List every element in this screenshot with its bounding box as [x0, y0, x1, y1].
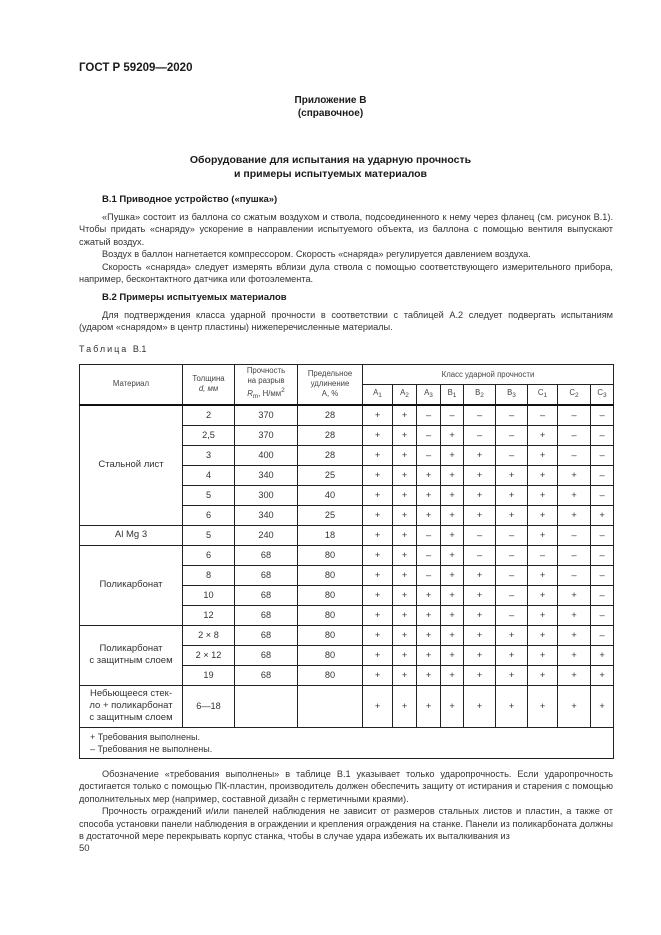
class-result-cell: – [591, 525, 614, 545]
thickness-cell: 4 [183, 465, 235, 485]
class-letter: A [400, 387, 406, 397]
class-result-cell: – [496, 605, 528, 625]
paragraph: «Пушка» состоит из баллона со сжатым воздухом и ствола, подсоединенного к нему через фланец (см. рисунок В.1). Чтобы придать «снаряду» ускорение в направлении испытуемого объекта, из баллона с помощью вентиля выпускают сжатый воздух. [79, 212, 613, 247]
material-cell [80, 625, 183, 685]
class-result-cell: – [591, 605, 614, 625]
class-result-cell: + [464, 505, 496, 525]
class-result-cell: – [591, 405, 614, 426]
class-index: 2 [575, 391, 579, 399]
material-cell [80, 685, 183, 727]
class-result-cell: + [363, 685, 393, 727]
class-result-cell: + [496, 685, 528, 727]
main-title-line1: Оборудование для испытания на ударную прочность [189, 154, 472, 166]
elongation-cell: 25 [298, 465, 363, 485]
elongation-cell: 80 [298, 625, 363, 645]
class-result-cell: + [417, 465, 441, 485]
class-result-cell: – [528, 405, 558, 426]
strength-cell: 340 [235, 465, 298, 485]
class-result-cell: + [528, 445, 558, 465]
section-b1-heading: В.1 Приводное устройство («пушка») [102, 194, 278, 205]
strength-cell: 370 [235, 405, 298, 426]
class-result-cell: + [441, 565, 464, 585]
class-result-cell: + [441, 585, 464, 605]
class-result-cell: + [528, 485, 558, 505]
class-result-cell: + [464, 665, 496, 685]
header-class-b3 [496, 385, 528, 405]
header-strength [235, 365, 298, 405]
class-result-cell: + [558, 485, 591, 505]
table-row [80, 685, 614, 727]
class-result-cell: + [496, 645, 528, 665]
class-result-cell: + [393, 525, 417, 545]
class-result-cell: – [496, 445, 528, 465]
class-result-cell: + [558, 605, 591, 625]
class-result-cell: + [393, 445, 417, 465]
class-index: 1 [543, 391, 548, 399]
class-result-cell: – [464, 405, 496, 426]
class-index: 3 [603, 391, 607, 399]
header-elongation [298, 365, 363, 405]
class-result-cell: + [417, 485, 441, 505]
elongation-cell: 80 [298, 545, 363, 565]
class-result-cell: – [591, 485, 614, 505]
class-index: 1 [452, 391, 457, 399]
elongation-cell: 28 [298, 425, 363, 445]
class-result-cell: – [591, 445, 614, 465]
strength-cell: 68 [235, 605, 298, 625]
header-class-c3 [591, 385, 614, 405]
header-elongation-line1: Предельное [307, 369, 353, 379]
class-result-cell: + [417, 605, 441, 625]
class-result-cell: + [393, 665, 417, 685]
strength-cell: 68 [235, 585, 298, 605]
class-result-cell: + [496, 485, 528, 505]
class-result-cell: – [496, 545, 528, 565]
class-result-cell: – [591, 425, 614, 445]
header-class-c1 [528, 385, 558, 405]
class-result-cell: + [441, 445, 464, 465]
table-caption [79, 344, 146, 354]
class-index: 2 [480, 391, 484, 399]
class-letter: C [569, 387, 575, 397]
class-result-cell: – [464, 425, 496, 445]
thickness-cell: 6—18 [183, 685, 235, 727]
class-letter: B [507, 387, 513, 397]
class-result-cell: + [363, 585, 393, 605]
class-result-cell: – [528, 545, 558, 565]
class-result-cell: – [558, 525, 591, 545]
class-letter: A [373, 387, 379, 397]
material-name: Al Mg 3 [114, 529, 148, 540]
table-legend [80, 727, 614, 758]
class-letter: B [475, 387, 481, 397]
class-result-cell: + [393, 425, 417, 445]
class-result-cell: + [417, 685, 441, 727]
class-result-cell: – [591, 565, 614, 585]
class-result-cell: + [528, 465, 558, 485]
document-id: ГОСТ Р 59209—2020 [79, 62, 193, 74]
class-result-cell: + [441, 645, 464, 665]
paragraph: Скорость «снаряда» следует измерять вблизи дула ствола с помощью соответствующего измерительного прибора, например, бесконтактного датчика или фотоэлемента. [79, 261, 613, 285]
header-strength-sub: m [252, 393, 259, 401]
class-result-cell: + [464, 645, 496, 665]
class-letter: A [424, 387, 430, 397]
class-result-cell: + [528, 665, 558, 685]
class-result-cell: + [441, 485, 464, 505]
class-result-cell: + [393, 485, 417, 505]
thickness-cell: 2 × 8 [183, 625, 235, 645]
strength-cell: 68 [235, 665, 298, 685]
class-letter: B [447, 387, 453, 397]
class-result-cell: + [496, 665, 528, 685]
class-result-cell: + [591, 685, 614, 727]
table-row [80, 625, 614, 645]
section-b2-body [79, 309, 613, 334]
elongation-cell: 80 [298, 665, 363, 685]
class-result-cell: + [363, 465, 393, 485]
class-result-cell: – [591, 545, 614, 565]
class-result-cell: – [417, 445, 441, 465]
class-result-cell: + [363, 565, 393, 585]
class-result-cell: + [393, 645, 417, 665]
strength-cell: 340 [235, 505, 298, 525]
material-name: Поликарбонат [99, 643, 163, 654]
class-result-cell: + [558, 625, 591, 645]
class-result-cell: + [393, 625, 417, 645]
section-b2-heading: В.2 Примеры испытуемых материалов [102, 292, 287, 303]
class-result-cell: – [417, 525, 441, 545]
class-result-cell: – [591, 465, 614, 485]
class-result-cell: + [417, 585, 441, 605]
material-name: ло + поликарбонат [89, 700, 173, 711]
elongation-cell: 40 [298, 485, 363, 505]
class-result-cell: – [496, 565, 528, 585]
class-result-cell: – [464, 545, 496, 565]
table-row [80, 525, 614, 545]
class-result-cell: + [496, 505, 528, 525]
class-result-cell: + [464, 485, 496, 505]
header-material: Материал [80, 365, 183, 405]
header-class-b1 [441, 385, 464, 405]
material-cell [80, 405, 183, 526]
class-result-cell: + [528, 565, 558, 585]
material-cell [80, 545, 183, 625]
class-result-cell: + [417, 505, 441, 525]
page-number: 50 [79, 843, 90, 854]
class-result-cell: – [591, 625, 614, 645]
class-result-cell: + [393, 565, 417, 585]
strength-cell: 68 [235, 545, 298, 565]
class-result-cell: + [441, 425, 464, 445]
class-result-cell: + [591, 665, 614, 685]
class-result-cell: + [393, 605, 417, 625]
class-result-cell: + [363, 405, 393, 426]
elongation-cell: 80 [298, 585, 363, 605]
class-result-cell: – [496, 585, 528, 605]
class-result-cell: + [558, 665, 591, 685]
header-class-a1 [363, 385, 393, 405]
thickness-cell: 5 [183, 525, 235, 545]
paragraph: Для подтверждения класса ударной прочности в соответствии с таблицей А.2 следует подвергать испытаниям (ударом «снарядом» в центр пластины) нижеперечисленные материалы. [79, 310, 613, 333]
class-result-cell: + [363, 645, 393, 665]
thickness-cell: 19 [183, 665, 235, 685]
elongation-cell: 25 [298, 505, 363, 525]
class-result-cell: + [464, 605, 496, 625]
class-result-cell: – [496, 525, 528, 545]
class-result-cell: + [441, 625, 464, 645]
table-row [80, 545, 614, 565]
impact-class-table [79, 364, 614, 759]
class-letter: C [597, 387, 603, 397]
material-name: с защитным слоем [89, 712, 173, 723]
class-result-cell: + [441, 525, 464, 545]
class-index: 2 [405, 391, 409, 399]
class-result-cell: + [417, 665, 441, 685]
legend-minus: – Требования не выполнены. [90, 743, 213, 754]
header-class-a2 [393, 385, 417, 405]
header-class-b2 [464, 385, 496, 405]
class-letter: C [537, 387, 544, 397]
class-result-cell: + [558, 585, 591, 605]
header-thickness-line2: d, мм [198, 384, 219, 394]
class-result-cell: + [363, 485, 393, 505]
class-result-cell: + [558, 505, 591, 525]
class-result-cell: + [464, 445, 496, 465]
paragraph: Воздух в баллон нагнетается компрессором. Скорость «снаряда» регулируется давлением воздуха. [102, 249, 531, 260]
after-table-body [79, 768, 613, 842]
strength-cell: 400 [235, 445, 298, 465]
paragraph: Прочность ограждений и/или панелей наблюдения не зависит от размеров стальных листов и пластин, а также от способа установки панели наблюдения в ограждении и крепления ограждения на станке. Панели из поликарбоната должны в достаточной мере перекрывать корпус станка, чтобы в случае удара избежать их выталкивания из [79, 806, 613, 842]
strength-cell: 68 [235, 645, 298, 665]
header-thickness-line1: Толщина [192, 374, 225, 384]
class-result-cell: + [363, 625, 393, 645]
class-result-cell: – [441, 405, 464, 426]
class-result-cell: + [528, 425, 558, 445]
elongation-cell: 18 [298, 525, 363, 545]
thickness-cell: 5 [183, 485, 235, 505]
class-result-cell: + [528, 605, 558, 625]
strength-cell: 370 [235, 425, 298, 445]
table-row [80, 405, 614, 426]
class-result-cell: + [496, 625, 528, 645]
class-result-cell: + [393, 545, 417, 565]
class-result-cell: – [558, 425, 591, 445]
class-result-cell: – [417, 405, 441, 426]
class-result-cell: – [558, 545, 591, 565]
elongation-cell: 28 [298, 445, 363, 465]
class-result-cell: + [528, 525, 558, 545]
class-result-cell: + [417, 625, 441, 645]
class-result-cell: + [464, 585, 496, 605]
annex-type: (справочное) [297, 108, 364, 119]
elongation-cell [298, 685, 363, 727]
class-result-cell: + [464, 685, 496, 727]
thickness-cell: 10 [183, 585, 235, 605]
class-result-cell: + [558, 645, 591, 665]
class-result-cell: – [464, 525, 496, 545]
class-index: 3 [512, 391, 516, 399]
legend-plus: + Требования выполнены. [90, 731, 200, 742]
class-result-cell: + [363, 525, 393, 545]
class-result-cell: + [393, 405, 417, 426]
class-result-cell: + [363, 545, 393, 565]
thickness-cell: 12 [183, 605, 235, 625]
header-thickness [183, 365, 235, 405]
main-title-line2: и примеры испытуемых материалов [234, 168, 427, 180]
class-result-cell: + [441, 665, 464, 685]
class-result-cell: – [558, 445, 591, 465]
class-result-cell: + [441, 685, 464, 727]
class-result-cell: – [496, 425, 528, 445]
header-elongation-line3: A, % [321, 389, 339, 399]
class-result-cell: + [591, 645, 614, 665]
elongation-cell: 80 [298, 645, 363, 665]
class-result-cell: + [363, 445, 393, 465]
header-strength-symbol: R [247, 389, 253, 399]
strength-cell: 68 [235, 565, 298, 585]
material-name: Небьющееся стек- [90, 688, 172, 699]
header-strength-line1: Прочность [246, 366, 286, 376]
class-result-cell: + [558, 465, 591, 485]
thickness-cell: 6 [183, 505, 235, 525]
header-class-a3 [417, 385, 441, 405]
annex-title: Приложение В [294, 95, 367, 106]
class-result-cell: + [363, 505, 393, 525]
class-index: 1 [378, 391, 382, 399]
class-result-cell: + [441, 505, 464, 525]
paragraph: Обозначение «требования выполнены» в таблице В.1 указывает только ударопрочность. Если ударопрочность достигается только с помощью ПК-пластин, производитель должен обеспечить защиту от истирания и старения с помощью дополнительных мер (например, составной дизайн с герметичными краями). [79, 769, 613, 804]
material-name: Стальной лист [98, 459, 164, 470]
class-result-cell: + [496, 465, 528, 485]
class-result-cell: + [464, 625, 496, 645]
class-result-cell: – [417, 425, 441, 445]
material-name: с защитным слоем [89, 655, 173, 666]
class-result-cell: + [393, 505, 417, 525]
class-result-cell: + [363, 605, 393, 625]
header-strength-unit: , Н/мм [258, 389, 282, 399]
header-strength-sup: 2 [281, 387, 285, 395]
class-result-cell: + [393, 685, 417, 727]
header-class-c2 [558, 385, 591, 405]
class-result-cell: + [464, 565, 496, 585]
class-result-cell: + [464, 465, 496, 485]
class-result-cell: + [528, 505, 558, 525]
elongation-cell: 28 [298, 405, 363, 426]
class-result-cell: – [558, 405, 591, 426]
class-result-cell: + [363, 665, 393, 685]
elongation-cell: 80 [298, 565, 363, 585]
table-caption-word: Таблица [79, 344, 129, 354]
class-result-cell: – [558, 565, 591, 585]
class-result-cell: – [591, 585, 614, 605]
strength-cell [235, 685, 298, 727]
class-result-cell: + [528, 645, 558, 665]
class-result-cell: + [393, 465, 417, 485]
thickness-cell: 2 × 12 [183, 645, 235, 665]
material-name: Поликарбонат [99, 579, 163, 590]
class-result-cell: + [528, 585, 558, 605]
header-strength-line2: на разрыв [247, 376, 285, 386]
class-result-cell: + [393, 585, 417, 605]
elongation-cell: 80 [298, 605, 363, 625]
class-result-cell: + [417, 645, 441, 665]
class-result-cell: + [528, 625, 558, 645]
class-index: 3 [429, 391, 433, 399]
class-result-cell: + [441, 605, 464, 625]
thickness-cell: 2 [183, 405, 235, 426]
thickness-cell: 8 [183, 565, 235, 585]
class-result-cell: – [496, 405, 528, 426]
class-result-cell: – [417, 545, 441, 565]
strength-cell: 300 [235, 485, 298, 505]
thickness-cell: 6 [183, 545, 235, 565]
class-result-cell: + [558, 685, 591, 727]
class-result-cell: + [441, 545, 464, 565]
class-result-cell: + [441, 465, 464, 485]
strength-cell: 68 [235, 625, 298, 645]
material-cell [80, 525, 183, 545]
thickness-cell: 2,5 [183, 425, 235, 445]
strength-cell: 240 [235, 525, 298, 545]
header-class-group: Класс ударной прочности [363, 365, 614, 385]
header-elongation-line2: удлинение [310, 379, 350, 389]
thickness-cell: 3 [183, 445, 235, 465]
class-result-cell: + [363, 425, 393, 445]
class-result-cell: – [417, 565, 441, 585]
section-b1-body [79, 211, 613, 285]
class-result-cell: + [528, 685, 558, 727]
class-result-cell: + [591, 505, 614, 525]
table-caption-number: В.1 [132, 344, 147, 354]
